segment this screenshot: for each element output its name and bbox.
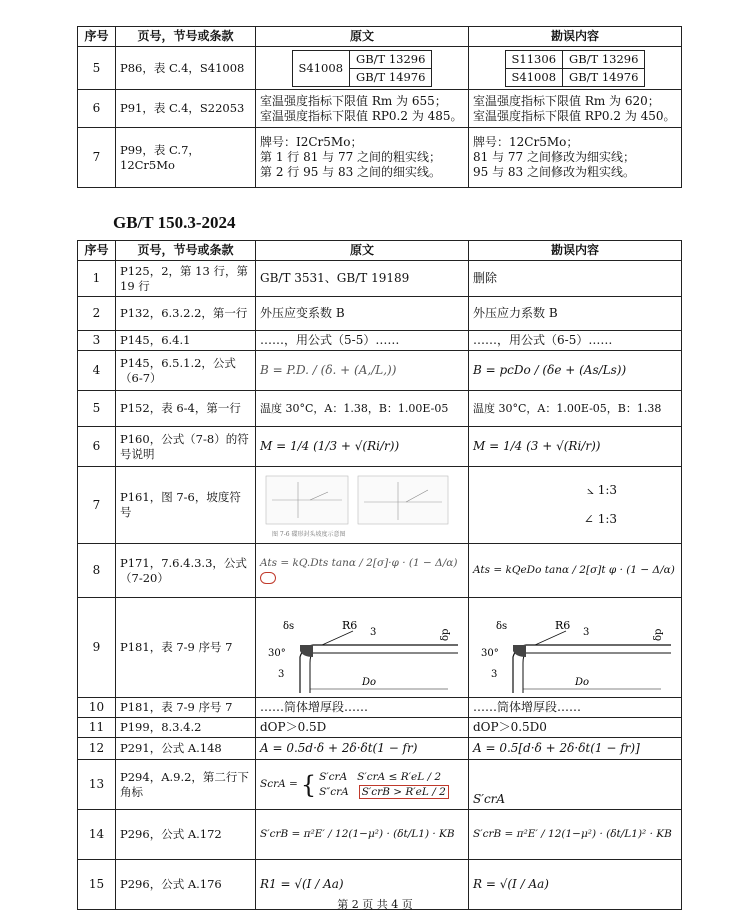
figure-correction <box>469 598 682 698</box>
formula-original: A = 0.5d·δ + 2δ·δt(1 − fr) <box>256 738 469 760</box>
standard: GB/T 13296 <box>563 50 645 68</box>
grade-code: S11306 <box>505 50 562 68</box>
table-row <box>78 698 682 718</box>
svg-text:3: 3 <box>370 626 377 638</box>
svg-text:Do: Do <box>362 676 377 688</box>
table-row <box>78 261 682 297</box>
figure-original <box>256 598 469 698</box>
weld-figure <box>258 601 463 695</box>
table-row <box>78 760 682 810</box>
figure-original <box>256 467 469 544</box>
brace-icon: { <box>300 770 317 799</box>
slope-label: 1:3 <box>597 512 617 526</box>
slope-figure <box>258 470 463 540</box>
slope-up-icon: ⦣ <box>586 483 594 497</box>
row-ref: P152，表 6-4，第一行 <box>116 391 256 427</box>
original-cell: 温度 30°C，A：1.38，B：1.00E-05 <box>256 391 469 427</box>
svg-text:δp: δp <box>440 628 451 641</box>
correction-cell <box>469 47 682 90</box>
svg-text:δs: δs <box>496 620 508 632</box>
grade-code: S41008 <box>505 68 562 86</box>
row-ref: P99，表 C.7，12Cr5Mo <box>116 128 256 188</box>
row-ref: P132，6.3.2.2，第一行 <box>116 297 256 331</box>
original-cell <box>256 128 469 188</box>
standard: GB/T 13296 <box>350 50 432 68</box>
row-no: 8 <box>78 544 116 598</box>
svg-text:δp: δp <box>653 628 664 641</box>
correction-cell <box>469 128 682 188</box>
correction-line: 81 与 77 之间修改为细实线； <box>473 150 635 164</box>
header-original: 原文 <box>256 241 469 261</box>
row-ref: P145，6.4.1 <box>116 331 256 351</box>
page-footer: 第 2 页 共 4 页 <box>337 898 413 911</box>
row-no: 6 <box>78 427 116 467</box>
row-no: 5 <box>78 391 116 427</box>
row-no: 4 <box>78 351 116 391</box>
row-ref: P171，7.6.4.3.3，公式（7-20） <box>116 544 256 598</box>
standard: GB/T 14976 <box>350 68 432 86</box>
row-ref: P181，表 7-9 序号 7 <box>116 698 256 718</box>
highlight-circle <box>260 572 276 584</box>
row-ref: P86，表 C.4，S41008 <box>116 47 256 90</box>
row-ref: P181，表 7-9 序号 7 <box>116 598 256 698</box>
formula-correction: B = pcDo / (δe + (As/Ls)) <box>469 351 682 391</box>
table-row <box>78 297 682 331</box>
row-no: 3 <box>78 331 116 351</box>
row-ref: P145，6.5.1.2，公式（6-7） <box>116 351 256 391</box>
errata-table-1 <box>77 26 682 188</box>
header-original: 原文 <box>256 27 469 47</box>
original-cell <box>256 47 469 90</box>
header-correction: 勘误内容 <box>469 241 682 261</box>
original-line: 第 2 行 95 与 83 之间的细实线。 <box>260 165 442 179</box>
row-no: 15 <box>78 860 116 910</box>
original-line: 第 1 行 81 与 77 之间的粗实线； <box>260 150 442 164</box>
row-no: 9 <box>78 598 116 698</box>
correction-cell <box>469 90 682 128</box>
formula-correction: M = 1/4 (3 + √(Ri/r)) <box>469 427 682 467</box>
row-ref: P296，公式 A.176 <box>116 860 256 910</box>
figure-caption: 图 7-6 碟形封头坡度示意图 <box>272 531 346 538</box>
standard: GB/T 14976 <box>563 68 645 86</box>
original-cell: ……，用公式（5-5）…… <box>256 331 469 351</box>
original-cell: dOP＞0.5D <box>256 718 469 738</box>
correction-cell: ……筒体增厚段…… <box>469 698 682 718</box>
row-ref: P160，公式（7-8）的符号说明 <box>116 427 256 467</box>
grade-code: S41008 <box>292 50 349 86</box>
row-no: 1 <box>78 261 116 297</box>
formula-original: R1 = √(I / Aa) <box>256 860 469 910</box>
header-ref: 页号，节号或条款 <box>116 241 256 261</box>
row-ref: P294，A.9.2，第二行下角标 <box>116 760 256 810</box>
slope-symbol <box>473 512 677 527</box>
correction-cell: 温度 30°C，A：1.00E-05，B：1.38 <box>469 391 682 427</box>
svg-text:30°: 30° <box>268 647 286 659</box>
row-no: 2 <box>78 297 116 331</box>
correction-subtable <box>505 50 646 87</box>
svg-text:3: 3 <box>583 626 590 638</box>
formula-correction: A = 0.5[d·δ + 2δ·δt(1 − fr)] <box>469 738 682 760</box>
correction-cell: ……，用公式（6-5）…… <box>469 331 682 351</box>
formula-correction: S′crA <box>469 760 682 810</box>
formula-original: M = 1/4 (1/3 + √(Ri/r)) <box>256 427 469 467</box>
correction-line: 室温强度指标下限值 Rm 为 620； <box>473 93 660 108</box>
original-cell <box>256 90 469 128</box>
header-ref: 页号，节号或条款 <box>116 27 256 47</box>
header-correction: 勘误内容 <box>469 27 682 47</box>
correction-cell: dOP＞0.5D0 <box>469 718 682 738</box>
slope-down-icon: ∠ <box>583 512 594 526</box>
correction-line: 95 与 83 之间修改为粗实线。 <box>473 165 635 179</box>
row-no: 10 <box>78 698 116 718</box>
table-row <box>78 351 682 391</box>
table-row <box>78 544 682 598</box>
table-row <box>78 738 682 760</box>
slope-symbol <box>473 483 677 498</box>
original-line: 牌号：I2Cr5Mo； <box>260 135 363 149</box>
svg-text:R6: R6 <box>555 618 571 632</box>
formula-correction: R = √(I / Aa) <box>469 860 682 910</box>
header-no: 序号 <box>78 241 116 261</box>
highlight-box: S′crB > R′eL / 2 <box>359 785 449 799</box>
header-no: 序号 <box>78 27 116 47</box>
row-ref: P161，图 7-6，坡度符号 <box>116 467 256 544</box>
row-ref: P125，2，第 13 行，第 19 行 <box>116 261 256 297</box>
formula-original: B = P.D. / (δ. + (A,/L,)) <box>256 351 469 391</box>
original-cell: ……筒体增厚段…… <box>256 698 469 718</box>
svg-text:δs: δs <box>283 620 295 632</box>
table-row <box>78 128 682 188</box>
errata-table-2 <box>77 240 682 910</box>
original-cell: GB/T 3531、GB/T 19189 <box>256 261 469 297</box>
row-no: 12 <box>78 738 116 760</box>
row-no: 5 <box>78 47 116 90</box>
original-subtable <box>292 50 433 87</box>
row-no: 6 <box>78 90 116 128</box>
table-row <box>78 718 682 738</box>
row-no: 11 <box>78 718 116 738</box>
table-row <box>78 467 682 544</box>
row-no: 7 <box>78 467 116 544</box>
table-row <box>78 598 682 698</box>
original-line: 室温强度指标下限值 RP0.2 为 485。 <box>260 108 463 123</box>
original-line: 室温强度指标下限值 Rm 为 655； <box>260 93 447 108</box>
row-ref: P291，公式 A.148 <box>116 738 256 760</box>
table-row <box>78 90 682 128</box>
correction-cell: 删除 <box>469 261 682 297</box>
formula-original: ScrA = { S′crA S′crA ≤ R′eL / 2 S″crA S′crB > R′eL / 2 <box>256 760 469 810</box>
formula-original: Ats = kQ.Dts tanα / 2[σ]·φ · (1 − Δ/α) <box>256 544 469 598</box>
svg-text:Do: Do <box>575 676 590 688</box>
row-no: 14 <box>78 810 116 860</box>
table-row <box>78 810 682 860</box>
svg-text:30°: 30° <box>481 647 499 659</box>
svg-text:3: 3 <box>278 668 285 680</box>
correction-cell <box>469 467 682 544</box>
svg-text:3: 3 <box>491 668 498 680</box>
formula-correction: S′crB = π²E′ / 12(1−μ²) · (δt/L1)² · KB <box>469 810 682 860</box>
row-ref: P91，表 C.4，S22053 <box>116 90 256 128</box>
slope-label: 1:3 <box>597 483 617 497</box>
table-row <box>78 47 682 90</box>
table-row <box>78 331 682 351</box>
formula-correction: Ats = kQeDo tanα / 2[σ]t φ · (1 − Δ/α) <box>469 544 682 598</box>
row-no: 7 <box>78 128 116 188</box>
weld-figure <box>471 601 676 695</box>
svg-text:R6: R6 <box>342 618 358 632</box>
original-cell: 外压应变系数 B <box>256 297 469 331</box>
row-no: 13 <box>78 760 116 810</box>
row-ref: P199，8.3.4.2 <box>116 718 256 738</box>
section-title: GB/T 150.3-2024 <box>113 213 236 232</box>
correction-line: 室温强度指标下限值 RP0.2 为 450。 <box>473 108 676 123</box>
table-row <box>78 391 682 427</box>
formula-original: S′crB = π²E′ / 12(1−μ²) · (δt/L1) · KB <box>256 810 469 860</box>
row-ref: P296，公式 A.172 <box>116 810 256 860</box>
correction-cell: 外压应力系数 B <box>469 297 682 331</box>
correction-line: 牌号：12Cr5Mo； <box>473 135 579 149</box>
table-row <box>78 427 682 467</box>
